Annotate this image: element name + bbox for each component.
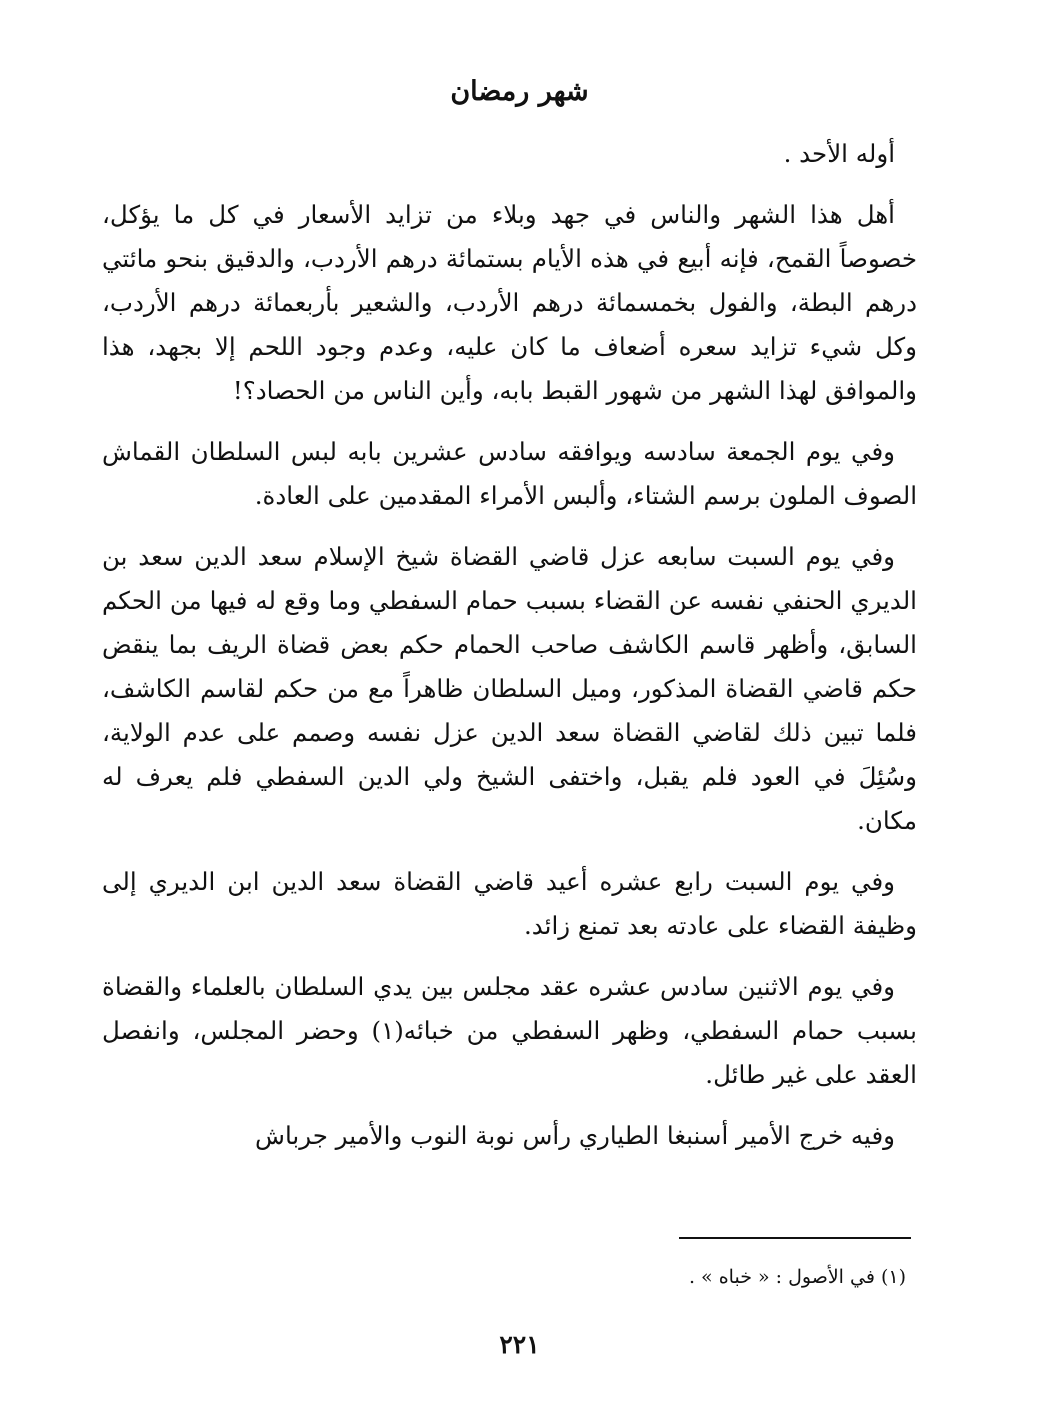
footnote-divider [679,1237,911,1239]
paragraph-prices: أهل هذا الشهر والناس في جهد وبلاء من تزايد الأسعار في كل ما يؤكل، خصوصاً القمح، فإنه أبيع في هذه الأيام بستمائة درهم الأردب، والدقيق بنحو مائتي درهم البطة، والفول بخمسمائة درهم الأردب، والشعير بأربعمائة درهم الأردب، وكل شيء تزايد سعره أضعاف ما كان عليه، وعدم وجود اللحم إلا بجهد، هذا والموافق لهذا الشهر من شهور القبط بابه، وأين الناس من الحصاد؟! [102,200,917,405]
paragraph-departure: وفيه خرج الأمير أسنبغا الطياري رأس نوبة النوب والأمير جرباش [255,1121,895,1150]
page-number: ٢٢١ [499,1330,540,1359]
paragraph-friday: وفي يوم الجمعة سادسه ويوافقه سادس عشرين بابه لبس السلطان القماش الصوف الملون برسم الشتاء، وألبس الأمراء المقدمين على العادة. [102,437,917,510]
paragraph-saturday-dismissal: وفي يوم السبت سابعه عزل قاضي القضاة شيخ الإسلام سعد الدين سعد بن الديري الحنفي نفسه عن القضاء بسبب حمام السفطي وما وقع له فيها من الحكم السابق، وأظهر قاسم الكاشف صاحب الحمام حكم بعض قضاة الريف بما ينقض حكم قاضي القضاة المذكور، وميل السلطان ظاهراً مع من حكم لقاسم الكاشف، فلما تبين ذلك لقاضي القضاة سعد الدين عزل نفسه وصمم على عدم الولاية، وسُئِلَ في العود فلم يقبل، واختفى الشيخ ولي الدين السفطي فلم يعرف له مكان. [102,542,917,835]
footnote: (١) في الأصول : « خباه » . [688,1266,906,1288]
body-text [102,132,917,1175]
paragraph-monday-council: وفي يوم الاثنين سادس عشره عقد مجلس بين يدي السلطان بالعلماء والقضاة بسبب حمام السفطي، وظهر السفطي من خبائه(١) وحضر المجلس، وانفصل العقد على غير طائل. [102,972,917,1089]
paragraph-saturday-reinstatement: وفي يوم السبت رابع عشره أعيد قاضي القضاة سعد الدين ابن الديري إلى وظيفة القضاء على عادته بعد تمنع زائد. [102,867,917,940]
paragraph-opening: أوله الأحد . [783,139,895,168]
running-header: شهر رمضان [450,76,589,107]
